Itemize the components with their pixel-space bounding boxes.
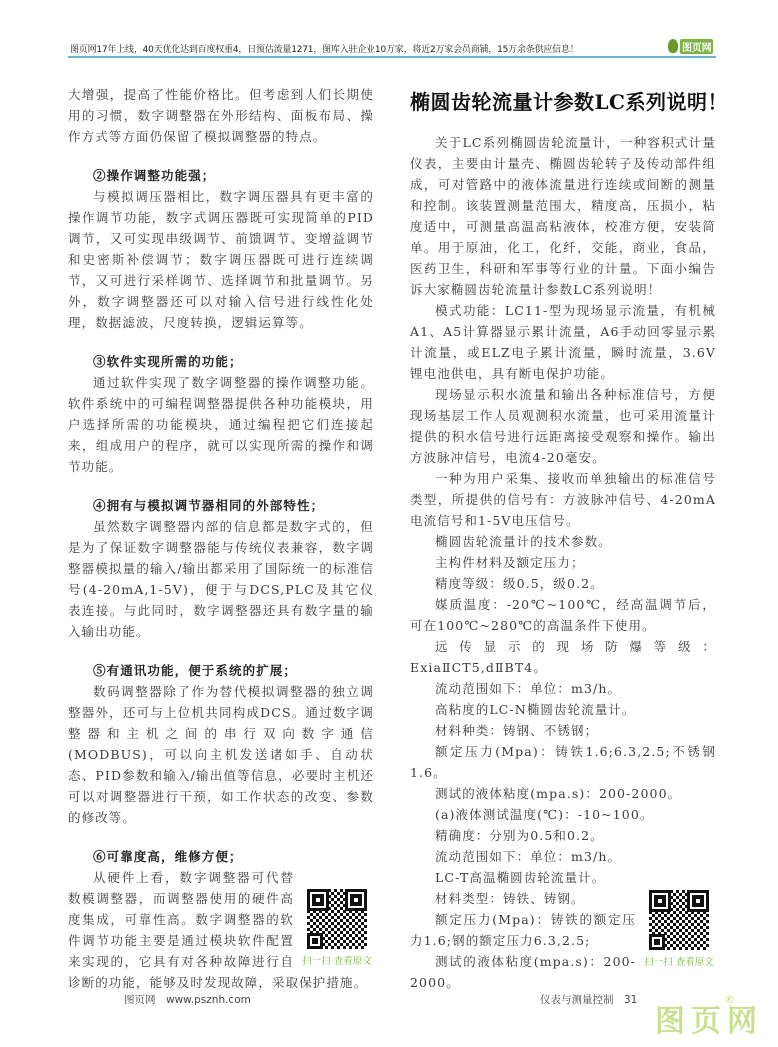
paragraph: 高粘度的LC-N椭圆齿轮流量计。	[435, 702, 636, 717]
paragraph: 模式功能：LC11-型为现场显示流量，有机械A1、A5计算器显示累计流量，A6手动回零显示累计流量，或ELZ电子累计流量，瞬时流量，3.6V锂电池供电，具有断电保护功能。	[410, 303, 716, 381]
paragraph: 关于LC系列椭圆齿轮流量计，一种容积式计量仪表，主要由计量壳、椭圆齿轮转子及传动部件组成，可对管路中的液体流量进行连续或间断的测量和控制。该装置测量范围大，精度高，压损小，粘度适中，可测量高温高粘液体，校准方便，安装简单。用于原油，化工，化纤，交能，商业，食品，医药卫生，科研和军事等行业的计量。下面小编告诉大家椭圆齿轮流量计参数LC系列说明！	[410, 135, 716, 297]
qr-block[interactable]	[642, 890, 716, 970]
right-column	[410, 84, 728, 993]
paragraph: LC-T高温椭圆齿轮流量计。	[435, 870, 606, 885]
paragraph: (a)液体测试温度(℃)：-10~100。	[435, 807, 654, 822]
article-title: 椭圆齿轮流量计参数LC系列说明！	[410, 90, 728, 114]
paragraph: 材料种类：铸钢、不锈钢；	[435, 723, 599, 738]
watermark-logo: 图页网	[655, 1004, 763, 1039]
section-body: 通过软件实现了数字调整器的操作调整功能。软件系统中的可编程调整器提供各种功能模块，用户选择所需的功能模块，通过编程把它们连接起来，组成用户的程序，就可以实现所需的操作和调节功能。	[68, 375, 374, 474]
section-heading: ④拥有与模拟调节器相同的外部特性；	[93, 498, 325, 513]
paragraph: 测试的液体粘度(mpa.s)：200-2000。	[410, 954, 636, 990]
section-body: 虽然数字调整器内部的信息都是数字式的，但是为了保证数字调整器能与传统仪表兼容，数字调整器模拟量的输入/输出都采用了国际统一的标准信号(4-20mA,1-5V)，便于与DCS,PLC及其它仪表连接。与此同时，数字调整器还具有数字量的输入输出功能。	[68, 519, 374, 639]
logo-text: 图页网	[680, 39, 713, 54]
scan-to-view-link[interactable]: 扫一扫 查看原文	[644, 957, 714, 968]
logo-mascot-icon	[668, 39, 678, 53]
paragraph: 主构件材料及额定压力；	[435, 555, 585, 570]
paragraph: 额定压力(Mpa)：铸铁的额定压力1.6;钢的额定压力6.3,2.5;	[410, 912, 636, 948]
site-logo[interactable]	[668, 36, 716, 56]
section-heading: ⑤有通讯功能，便于系统的扩展；	[93, 663, 298, 678]
paragraph: 测试的液体粘度(mpa.s)：200-2000。	[435, 786, 682, 801]
paragraph: 远传显示的现场防爆等级：ExiaⅡCT5,dⅡBT4。	[410, 639, 716, 675]
qr-code-icon[interactable]	[649, 890, 709, 950]
qr-code-icon[interactable]	[307, 889, 367, 949]
section-heading: ③软件实现所需的功能；	[93, 354, 243, 369]
top-banner	[68, 38, 716, 58]
section-body: 与模拟调压器相比，数字调压器具有更丰富的操作调节功能，数字式调压器既可实现简单的PID调节，又可实现串级调节、前馈调节、变增益调节和史密斯补偿调节；数字调压器既可进行连续调节，又可进行采样调节、选择调节和批量调节。另外，数字调整器还可以对输入信号进行线性化处理，数据滤波，尺度转换，逻辑运算等。	[68, 189, 374, 330]
section-body: 从硬件上看，数字调整器可代替数模调整器，而调整器使用的硬件高度集成，可靠性高。数字调整器的软件调节功能主要是通过模块软件配置来实现的，它具有对各种故障进行自诊断的功能，能够及时发现故障，采取保护措施。	[68, 870, 368, 990]
section-body: 数码调整器除了作为替代模拟调整器的独立调整器外，还可与上位机共同构成DCS。通过数字调整器和主机之间的串行双向数字通信(MODBUS)，可以向主机发送诸如手、自动状态、PID参数和输入/输出值等信息，必要时主机还可以对调整器进行干预，如工作状态的改变、参数的修改等。	[68, 684, 374, 825]
paragraph: 媒质温度：-20℃~100℃，经高温调节后，可在100℃~280℃的高温条件下使用。	[410, 597, 716, 633]
paragraph: 一种为用户采集、接收而单独输出的标准信号类型，所提供的信号有：方波脉冲信号、4-20mA电流信号和1-5V电压信号。	[410, 471, 716, 528]
registered-mark: ®	[724, 993, 735, 1006]
intro-paragraph: 大增强，提高了性能价格比。但考虑到人们长期使用的习惯，数字调整器在外形结构、面板布局、操作方式等方面仍保留了模拟调整器的特点。	[68, 87, 374, 144]
paragraph: 材料类型：铸铁、铸钢。	[435, 891, 585, 906]
footer-site[interactable]: 图页网 www.psznh.com	[124, 994, 251, 1006]
banner-text: 图页网17年上线，40天优化达到百度权重4，日预估流量1271，图库入驻企业10万家，将近2万家会员商铺，15万余条供应信息！	[70, 45, 579, 55]
footer-page-info: 仪表与测量控制 31	[540, 994, 638, 1006]
paragraph: 流动范围如下：单位：m3/h。	[435, 681, 622, 696]
section-heading: ②操作调整功能强；	[93, 168, 216, 183]
paragraph: 现场显示积水流量和输出各种标准信号，方便现场基层工作人员观测积水流量，也可采用流量计提供的积水信号进行远距离接受观察和操作。输出方波脉冲信号，电流4-20毫安。	[410, 387, 716, 465]
paragraph: 精确度：分别为0.5和0.2。	[435, 828, 604, 843]
paragraph: 额定压力(Mpa)：铸铁1.6;6.3,2.5;不锈钢1.6。	[410, 744, 716, 780]
paragraph: 精度等级：级0.5，级0.2。	[435, 576, 604, 591]
paragraph: 椭圆齿轮流量计的技术参数。	[435, 534, 612, 549]
scan-to-view-link[interactable]: 扫一扫 查看原文	[302, 956, 372, 967]
section-body-with-qr	[68, 867, 374, 993]
section-heading: ⑥可靠度高，维修方便；	[93, 849, 243, 864]
left-column	[68, 84, 374, 993]
paragraph: 流动范围如下：单位：m3/h。	[435, 849, 622, 864]
qr-block[interactable]	[300, 889, 374, 969]
